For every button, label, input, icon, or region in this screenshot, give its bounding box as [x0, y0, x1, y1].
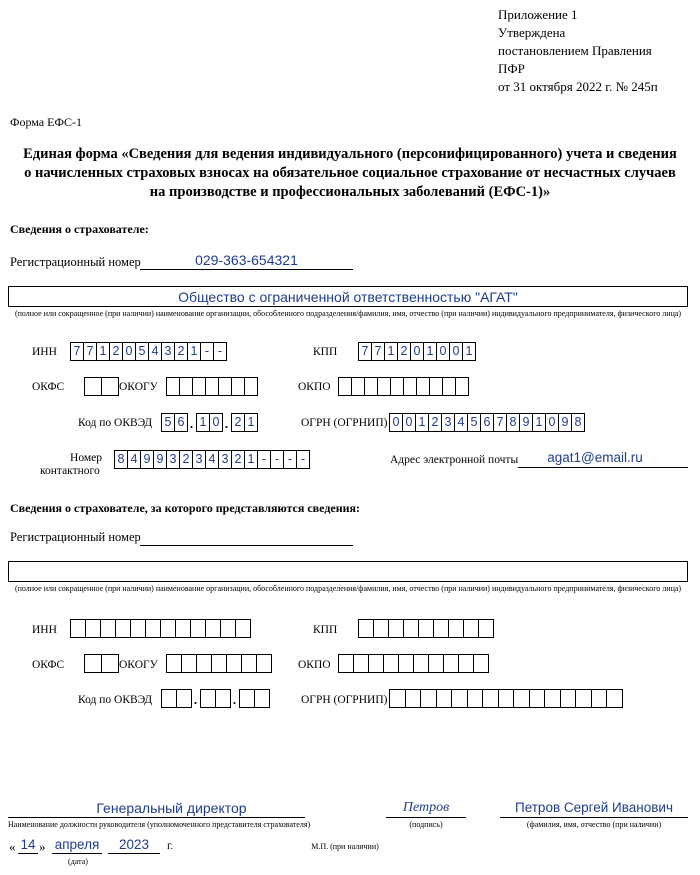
- email-value: agat1@email.ru: [547, 450, 643, 465]
- digit-cell[interactable]: [403, 619, 419, 638]
- digit-cell[interactable]: 7: [70, 342, 84, 361]
- digit-cell[interactable]: [416, 377, 430, 396]
- date-month-field[interactable]: [52, 836, 102, 854]
- insurer-inn-cells[interactable]: [70, 342, 226, 361]
- digit-cell[interactable]: -: [213, 342, 227, 361]
- subject-reg-number-field[interactable]: [140, 528, 353, 546]
- position-field[interactable]: [8, 800, 305, 818]
- approval-line: от 31 октября 2022 г. № 245п: [498, 79, 658, 94]
- digit-cell[interactable]: 1: [415, 413, 429, 432]
- subject-okved-label: Код по ОКВЭД: [78, 694, 153, 706]
- digit-cell[interactable]: 0: [402, 413, 416, 432]
- digit-cell[interactable]: [368, 654, 384, 673]
- digit-cell[interactable]: 9: [519, 413, 533, 432]
- subject-ogrn-cells[interactable]: [389, 689, 622, 708]
- digit-cell[interactable]: [560, 689, 577, 708]
- digit-cell[interactable]: [398, 654, 414, 673]
- subject-kpp-label: КПП: [313, 624, 338, 636]
- digit-cell[interactable]: 1: [196, 413, 210, 432]
- digit-cell[interactable]: [85, 619, 101, 638]
- subject-reg-number-label: Регистрационный номер: [10, 530, 141, 544]
- digit-cell[interactable]: [84, 377, 102, 396]
- digit-cell[interactable]: [448, 619, 464, 638]
- digit-cell[interactable]: [215, 689, 231, 708]
- subject-okfs-cells[interactable]: [84, 654, 118, 673]
- digit-cell[interactable]: [482, 689, 499, 708]
- insurer-name-caption: (полное или сокращенное (при наличии) наименование организации, обособленного подразделения/фамилия, имя, отчество (при наличии) индивидуального предпринимателя, физического лица): [14, 309, 682, 318]
- okved-separator: .: [232, 692, 237, 707]
- okogu-label: ОКОГУ: [119, 381, 158, 393]
- stamp-caption: М.П. (при наличии): [311, 842, 379, 851]
- digit-cell[interactable]: [513, 689, 530, 708]
- digit-cell[interactable]: [175, 619, 191, 638]
- digit-cell[interactable]: [256, 654, 272, 673]
- digit-cell[interactable]: [166, 377, 180, 396]
- digit-cell[interactable]: [351, 377, 365, 396]
- digit-cell[interactable]: [200, 689, 216, 708]
- date-day-value: 14: [20, 837, 36, 852]
- digit-cell[interactable]: [428, 654, 444, 673]
- subject-heading: Сведения о страхователе, за которого представляются сведения:: [10, 501, 361, 515]
- form-name: Форма ЕФС-1: [10, 115, 82, 129]
- signature-caption: (подпись): [409, 820, 443, 829]
- insurer-okpo-cells[interactable]: [338, 377, 468, 396]
- digit-cell[interactable]: [467, 689, 484, 708]
- digit-cell[interactable]: [244, 377, 258, 396]
- inn-label: ИНН: [32, 346, 57, 358]
- digit-cell[interactable]: 8: [506, 413, 520, 432]
- subject-inn-label: ИНН: [32, 624, 57, 636]
- insurer-name-field[interactable]: Общество с ограниченной ответственностью "АГАТ": [8, 286, 688, 307]
- digit-cell[interactable]: 1: [462, 342, 476, 361]
- approval-line: Утверждена: [498, 25, 566, 40]
- digit-cell[interactable]: [443, 654, 459, 673]
- okved-separator: .: [193, 692, 198, 707]
- digit-cell[interactable]: [353, 654, 369, 673]
- digit-cell[interactable]: 9: [140, 450, 154, 469]
- digit-cell[interactable]: 1: [423, 342, 437, 361]
- digit-cell[interactable]: [403, 377, 417, 396]
- digit-cell[interactable]: [389, 689, 406, 708]
- date-quote-close: »: [39, 839, 46, 854]
- signature-field[interactable]: [386, 800, 466, 818]
- phone-label-line: Номер: [70, 452, 102, 464]
- digit-cell[interactable]: 5: [135, 342, 149, 361]
- insurer-okfs-cells[interactable]: [84, 377, 118, 396]
- approval-block: [498, 6, 658, 96]
- digit-cell[interactable]: 1: [532, 413, 546, 432]
- digit-cell[interactable]: [161, 689, 177, 708]
- digit-cell[interactable]: 4: [148, 342, 162, 361]
- date-month-value: апреля: [54, 837, 100, 852]
- date-caption: (дата): [68, 857, 88, 866]
- digit-cell[interactable]: [192, 377, 206, 396]
- digit-cell[interactable]: -: [283, 450, 297, 469]
- digit-cell[interactable]: -: [200, 342, 214, 361]
- date-quote-open: «: [9, 839, 16, 854]
- subject-ogrn-label: ОГРН (ОГРНИП): [301, 694, 388, 706]
- approval-line: ПФР: [498, 61, 525, 76]
- digit-cell[interactable]: 3: [166, 450, 180, 469]
- digit-cell[interactable]: 5: [467, 413, 481, 432]
- digit-cell[interactable]: [473, 654, 489, 673]
- digit-cell[interactable]: [429, 377, 443, 396]
- digit-cell[interactable]: [364, 377, 378, 396]
- digit-cell[interactable]: [390, 377, 404, 396]
- subject-okogu-cells[interactable]: [166, 654, 271, 673]
- digit-cell[interactable]: -: [270, 450, 284, 469]
- position-value: Генеральный директор: [96, 800, 247, 816]
- digit-cell[interactable]: 7: [83, 342, 97, 361]
- digit-cell[interactable]: [606, 689, 623, 708]
- digit-cell[interactable]: [442, 377, 456, 396]
- digit-cell[interactable]: 3: [441, 413, 455, 432]
- digit-cell[interactable]: 3: [161, 342, 175, 361]
- digit-cell[interactable]: [179, 377, 193, 396]
- digit-cell[interactable]: [377, 377, 391, 396]
- digit-cell[interactable]: 0: [389, 413, 403, 432]
- digit-cell[interactable]: [205, 377, 219, 396]
- digit-cell[interactable]: [455, 377, 469, 396]
- subject-name-field[interactable]: [8, 561, 688, 582]
- okved-separator: .: [224, 416, 229, 431]
- digit-cell[interactable]: [181, 654, 197, 673]
- digit-cell[interactable]: 0: [449, 342, 463, 361]
- digit-cell[interactable]: [388, 619, 404, 638]
- digit-cell[interactable]: 8: [114, 450, 128, 469]
- digit-cell[interactable]: [190, 619, 206, 638]
- subject-okogu-label: ОКОГУ: [119, 659, 158, 671]
- phone-label: [66, 451, 102, 465]
- digit-cell[interactable]: [145, 619, 161, 638]
- digit-cell[interactable]: -: [257, 450, 271, 469]
- digit-cell[interactable]: [451, 689, 468, 708]
- digit-cell[interactable]: [160, 619, 176, 638]
- digit-cell[interactable]: [70, 619, 86, 638]
- digit-cell[interactable]: [575, 689, 592, 708]
- digit-cell[interactable]: 1: [384, 342, 398, 361]
- digit-cell[interactable]: [220, 619, 236, 638]
- digit-cell[interactable]: [463, 619, 479, 638]
- digit-cell[interactable]: 4: [205, 450, 219, 469]
- digit-cell[interactable]: [498, 689, 515, 708]
- reg-number-value: 029-363-654321: [195, 252, 298, 268]
- digit-cell[interactable]: [436, 689, 453, 708]
- digit-cell[interactable]: 8: [571, 413, 585, 432]
- phone-label-line-2: контактного: [40, 465, 100, 477]
- kpp-label: КПП: [313, 346, 338, 358]
- digit-cell[interactable]: [241, 654, 257, 673]
- date-day-field[interactable]: [18, 836, 38, 854]
- digit-cell[interactable]: 1: [96, 342, 110, 361]
- digit-cell[interactable]: [176, 689, 192, 708]
- digit-cell[interactable]: [383, 654, 399, 673]
- okfs-label: ОКФС: [32, 381, 65, 393]
- digit-cell[interactable]: [478, 619, 494, 638]
- reg-number-field[interactable]: [140, 252, 353, 270]
- fio-value: Петров Сергей Иванович: [514, 800, 674, 815]
- digit-cell[interactable]: 2: [179, 450, 193, 469]
- digit-cell[interactable]: [196, 654, 212, 673]
- digit-cell[interactable]: [226, 654, 242, 673]
- subject-okved-cells[interactable]: [161, 689, 269, 708]
- digit-cell[interactable]: [100, 619, 116, 638]
- subject-okfs-label: ОКФС: [32, 659, 65, 671]
- digit-cell[interactable]: 2: [231, 450, 245, 469]
- digit-cell[interactable]: [358, 619, 374, 638]
- digit-cell[interactable]: [458, 654, 474, 673]
- digit-cell[interactable]: 0: [436, 342, 450, 361]
- digit-cell[interactable]: [115, 619, 131, 638]
- okved-label: Код по ОКВЭД: [78, 417, 153, 429]
- subject-name-caption: (полное или сокращенное (при наличии) наименование организации, обособленного подразделения/фамилия, имя, отчество (при наличии) индивидуального предпринимателя, физического лица): [14, 584, 682, 593]
- approval-line: Приложение 1: [498, 7, 578, 22]
- position-caption: Наименование должности руководителя (уполномоченного представителя страхователя): [8, 820, 311, 829]
- digit-cell[interactable]: [591, 689, 608, 708]
- digit-cell[interactable]: [405, 689, 422, 708]
- digit-cell[interactable]: 3: [218, 450, 232, 469]
- digit-cell[interactable]: [218, 377, 232, 396]
- digit-cell[interactable]: 1: [187, 342, 201, 361]
- digit-cell[interactable]: [166, 654, 182, 673]
- ogrn-label: ОГРН (ОГРНИП): [301, 417, 388, 429]
- digit-cell[interactable]: 7: [358, 342, 372, 361]
- subject-inn-cells[interactable]: [70, 619, 250, 638]
- fio-field[interactable]: [500, 800, 688, 818]
- digit-cell[interactable]: 2: [109, 342, 123, 361]
- approval-line: постановлением Правления: [498, 43, 652, 58]
- digit-cell[interactable]: [338, 654, 354, 673]
- insurer-okved-cells[interactable]: [161, 413, 257, 432]
- subject-kpp-cells[interactable]: [358, 619, 493, 638]
- digit-cell[interactable]: 6: [174, 413, 188, 432]
- digit-cell[interactable]: 4: [127, 450, 141, 469]
- digit-cell[interactable]: [433, 619, 449, 638]
- digit-cell[interactable]: [420, 689, 437, 708]
- digit-cell[interactable]: 6: [480, 413, 494, 432]
- form-title: Единая форма «Сведения для ведения индивидуального (персонифицированного) учета и сведения о начисленных страховых взносах на обязательное социальное страхование от несчастных случаев на производстве и профессиональных заболеваний (ЕФС-1)»: [23, 146, 677, 200]
- digit-cell[interactable]: [529, 689, 546, 708]
- digit-cell[interactable]: [544, 689, 561, 708]
- digit-cell[interactable]: [205, 619, 221, 638]
- digit-cell[interactable]: 2: [231, 413, 245, 432]
- digit-cell[interactable]: [239, 689, 255, 708]
- digit-cell[interactable]: 7: [493, 413, 507, 432]
- digit-cell[interactable]: [235, 619, 251, 638]
- insurer-heading: Сведения о страхователе:: [10, 222, 149, 236]
- fio-caption: (фамилия, имя, отчество (при наличии): [526, 820, 662, 829]
- digit-cell[interactable]: 0: [410, 342, 424, 361]
- digit-cell[interactable]: [418, 619, 434, 638]
- digit-cell[interactable]: 2: [428, 413, 442, 432]
- date-year-field[interactable]: [108, 836, 160, 854]
- digit-cell[interactable]: [101, 377, 119, 396]
- digit-cell[interactable]: [254, 689, 270, 708]
- digit-cell[interactable]: [84, 654, 102, 673]
- insurer-kpp-cells[interactable]: [358, 342, 475, 361]
- digit-cell[interactable]: [231, 377, 245, 396]
- date-year-suffix: г.: [167, 840, 174, 852]
- insurer-phone-cells[interactable]: [114, 450, 309, 469]
- digit-cell[interactable]: 5: [161, 413, 175, 432]
- insurer-ogrn-cells[interactable]: [389, 413, 584, 432]
- digit-cell[interactable]: [130, 619, 146, 638]
- digit-cell[interactable]: -: [296, 450, 310, 469]
- digit-cell[interactable]: 4: [454, 413, 468, 432]
- reg-number-label: Регистрационный номер: [10, 255, 141, 269]
- okved-separator: .: [189, 416, 194, 431]
- date-year-value: 2023: [118, 837, 150, 852]
- digit-cell[interactable]: [338, 377, 352, 396]
- digit-cell[interactable]: [373, 619, 389, 638]
- digit-cell[interactable]: [101, 654, 119, 673]
- digit-cell[interactable]: 0: [545, 413, 559, 432]
- digit-cell[interactable]: 2: [397, 342, 411, 361]
- digit-cell[interactable]: 0: [122, 342, 136, 361]
- digit-cell[interactable]: 0: [209, 413, 223, 432]
- digit-cell[interactable]: 9: [153, 450, 167, 469]
- subject-okpo-label: ОКПО: [298, 659, 331, 671]
- digit-cell[interactable]: [211, 654, 227, 673]
- email-label: Адрес электронной почты: [390, 454, 519, 466]
- insurer-okogu-cells[interactable]: [166, 377, 257, 396]
- digit-cell[interactable]: 7: [371, 342, 385, 361]
- digit-cell[interactable]: 1: [244, 450, 258, 469]
- okpo-label: ОКПО: [298, 381, 331, 393]
- digit-cell[interactable]: 2: [174, 342, 188, 361]
- digit-cell[interactable]: 9: [558, 413, 572, 432]
- digit-cell[interactable]: [413, 654, 429, 673]
- signature-value: Петров: [402, 800, 450, 815]
- subject-okpo-cells[interactable]: [338, 654, 488, 673]
- digit-cell[interactable]: 3: [192, 450, 206, 469]
- digit-cell[interactable]: 1: [244, 413, 258, 432]
- email-field[interactable]: [518, 449, 688, 468]
